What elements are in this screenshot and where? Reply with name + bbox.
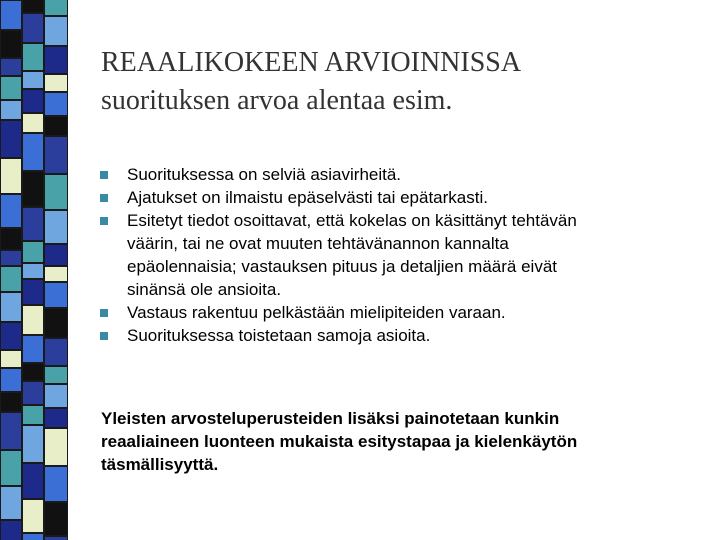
- stripe-block: [0, 76, 22, 100]
- stripe-block: [0, 158, 22, 194]
- stripe-block: [0, 450, 22, 486]
- stripe-block: [22, 463, 44, 499]
- stripe-block: [22, 335, 44, 363]
- stripe-block: [44, 16, 68, 46]
- stripe-block: [44, 74, 68, 92]
- stripe-block: [0, 100, 22, 120]
- square-bullet-icon: [100, 332, 108, 340]
- stripe-block: [0, 368, 22, 392]
- stripe-block: [22, 241, 44, 263]
- stripe-block: [44, 338, 68, 366]
- bullet-text: Suorituksessa toistetaan samoja asioita.: [127, 326, 431, 345]
- bullet-text: väärin, tai ne ovat muuten tehtävänannon kannalta: [127, 234, 509, 253]
- stripe-block: [0, 58, 22, 76]
- bullet-text: sinänsä ole ansioita.: [127, 280, 282, 299]
- stripe-block: [22, 0, 44, 13]
- stripe-block: [0, 322, 22, 350]
- stripe-block: [22, 207, 44, 241]
- footnote-line: Yleisten arvosteluperusteiden lisäksi painotetaan kunkin: [101, 409, 560, 428]
- square-bullet-icon: [100, 217, 108, 225]
- square-bullet-icon: [100, 194, 108, 202]
- bullet-text: epäolennaisia; vastauksen pituus ja detaljien määrä eivät: [127, 257, 557, 276]
- stripe-block: [44, 536, 68, 540]
- stripe-block: [44, 244, 68, 266]
- stripe-block: [22, 113, 44, 133]
- stripe-block: [22, 305, 44, 335]
- stripe-block: [44, 136, 68, 174]
- stripe-block: [0, 392, 22, 412]
- stripe-block: [0, 350, 22, 368]
- stripe-block: [0, 292, 22, 322]
- stripe-block: [44, 308, 68, 338]
- stripe-block: [0, 412, 22, 450]
- stripe-block: [0, 520, 22, 540]
- stripe-block: [44, 0, 68, 16]
- stripe-block: [44, 92, 68, 116]
- stripe-block: [44, 282, 68, 308]
- square-bullet-icon: [100, 171, 108, 179]
- stripe-block: [22, 71, 44, 89]
- stripe-block: [44, 502, 68, 536]
- stripe-block: [0, 266, 22, 292]
- stripe-block: [22, 133, 44, 171]
- bullet-text: Vastaus rakentuu pelkästään mielipiteiden varaan.: [127, 303, 506, 322]
- stripe-block: [22, 381, 44, 405]
- stripe-block: [44, 116, 68, 136]
- stripe-block: [22, 363, 44, 381]
- bullet-item: [96, 209, 696, 301]
- stripe-block: [22, 533, 44, 540]
- stripe-block: [0, 194, 22, 228]
- decorative-stripe: [0, 0, 68, 540]
- stripe-block: [22, 263, 44, 279]
- bullet-text: Ajatukset on ilmaistu epäselvästi tai epätarkasti.: [127, 188, 488, 207]
- bullet-item: [96, 186, 696, 209]
- stripe-block: [22, 405, 44, 425]
- stripe-block: [22, 279, 44, 305]
- bullet-text: Esitetyt tiedot osoittavat, että kokelas on käsittänyt tehtävän: [127, 211, 577, 230]
- square-bullet-icon: [100, 309, 108, 317]
- bullet-item: [96, 301, 696, 324]
- stripe-block: [44, 466, 68, 502]
- stripe-block: [22, 43, 44, 71]
- stripe-block: [44, 384, 68, 408]
- footnote-line: reaaliaineen luonteen mukaista esitystapaa ja kielenkäytön: [101, 432, 578, 451]
- footnote: [101, 407, 701, 476]
- stripe-block: [44, 428, 68, 466]
- stripe-block: [22, 499, 44, 533]
- stripe-block: [22, 13, 44, 43]
- stripe-block: [22, 171, 44, 207]
- stripe-block: [44, 408, 68, 428]
- stripe-block: [44, 266, 68, 282]
- stripe-block: [0, 0, 22, 30]
- stripe-block: [44, 46, 68, 74]
- footnote-line: täsmällisyyttä.: [101, 455, 219, 474]
- stripe-block: [44, 366, 68, 384]
- bullet-list: [96, 163, 696, 347]
- stripe-block: [22, 89, 44, 113]
- stripe-block: [0, 228, 22, 250]
- slide-title: [101, 44, 701, 120]
- stripe-block: [22, 425, 44, 463]
- stripe-block: [44, 210, 68, 244]
- bullet-item: [96, 324, 696, 347]
- stripe-block: [0, 486, 22, 520]
- stripe-block: [0, 250, 22, 266]
- stripe-block: [44, 174, 68, 210]
- bullet-text: Suorituksessa on selviä asiavirheitä.: [127, 165, 402, 184]
- stripe-block: [0, 120, 22, 158]
- bullet-item: [96, 163, 696, 186]
- title-line-2: suorituksen arvoa alentaa esim.: [101, 85, 453, 116]
- title-line-1: REAALIKOKEEN ARVIOINNISSA: [101, 47, 522, 78]
- stripe-block: [0, 30, 22, 58]
